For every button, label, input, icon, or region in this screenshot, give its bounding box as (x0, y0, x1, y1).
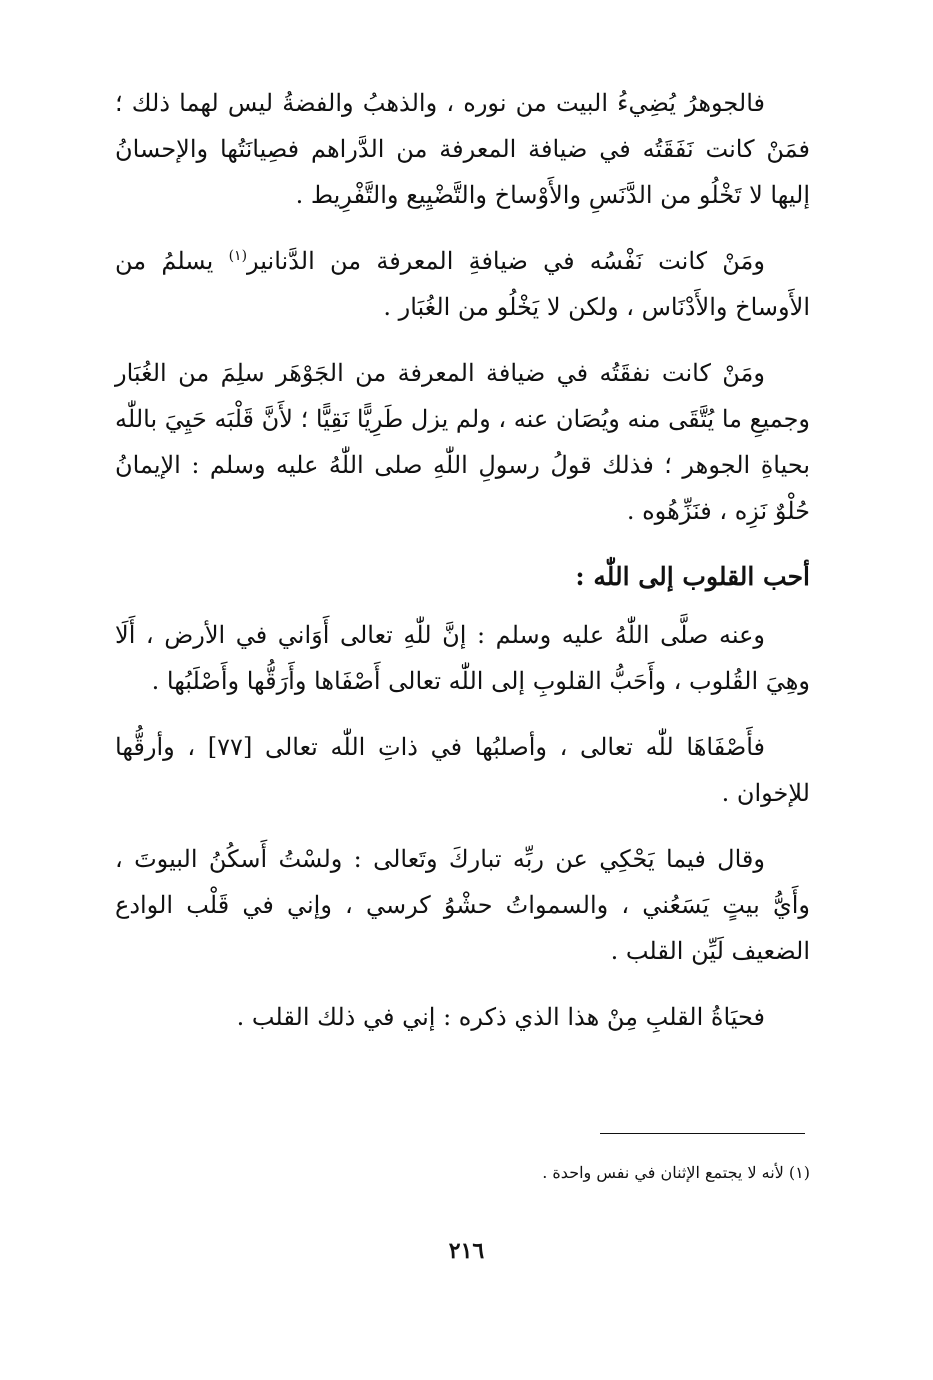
paragraph-2-head: ومَنْ كانت نَفْسُه في ضيافةِ المعرفة من الدَّنانير (247, 247, 766, 275)
footnote-marker[interactable]: (١) (228, 248, 248, 264)
footnote-divider (600, 1133, 805, 1134)
paragraph-4: وعنه صلَّى اللّٰهُ عليه وسلم : إنَّ للّٰهِ تعالى أَوَاني في الأرض ، أَلَا وهِيَ القُلوب ، وأَحَبُّ القلوبِ إلى اللّٰه تعالى أَصْفَاها وأَرَقُّها وأَصْلَبُها . (115, 621, 810, 695)
paragraph-1: فالجوهرُ يُضِيءُ البيت من نوره ، والذهبُ والفضةُ ليس لهما ذلك ؛ فمَنْ كانت نَفَقَتُه في ضيافة المعرفة من الدَّراهم فصِيانَتُها والإحسانُ إليها لا تَخْلُو من الدَّنَسِ والأَوْساخ والتَّضْيِيع والتَّفْرِيط . (115, 89, 810, 209)
paragraph-3: ومَنْ كانت نفقَتُه في ضيافة المعرفة من الجَوْهَر سلِمَ من الغُبَار وجميعِ ما يُتَّقَى منه ويُصَان عنه ، ولم يزل طَرِيًّا نَقِيًّا ؛ لأَنَّ قَلْبَه حَيِيَ باللّٰه بحياةِ الجوهر ؛ فذلك قولُ رسولِ اللّٰهِ صلى اللّٰهُ عليه وسلم : الإيمانُ حُلْوٌ نَزِه ، فنَزِّهُوه . (115, 359, 810, 525)
paragraph-6: وقال فيما يَحْكِي عن ربِّه تباركَ وتَعالى : ولسْتُ أَسكُنُ البيوتَ ، وأَيُّ بيتٍ يَسَعُني ، والسمواتُ حشْوُ كرسي ، وإني في قَلْب الوادع الضعيف لَيِّن القلب . (115, 845, 810, 965)
page-number: ٢١٦ (448, 1238, 485, 1264)
paragraph-2 (115, 238, 810, 330)
page-body (115, 80, 810, 1060)
paragraph-7: فحيَاةُ القلبِ مِنْ هذا الذي ذكره : إني في ذلك القلب . (236, 1003, 765, 1031)
section-heading: أحب القلوب إلى اللّٰه : (575, 562, 810, 591)
footnote: (١) لأنه لا يجتمع الإثنان في نفس واحدة . (542, 1163, 810, 1182)
paragraph-2-tail: يسلمُ من الأَوساخ والأَدْنَاس ، ولكن لا يَخْلُو من الغُبَار . (115, 247, 810, 321)
paragraph-5: فأَصْفَاهَا للّٰه تعالى ، وأصلبُها في ذاتِ اللّٰه تعالى [٧٧] ، وأرقُّها للإخوان . (115, 733, 810, 807)
